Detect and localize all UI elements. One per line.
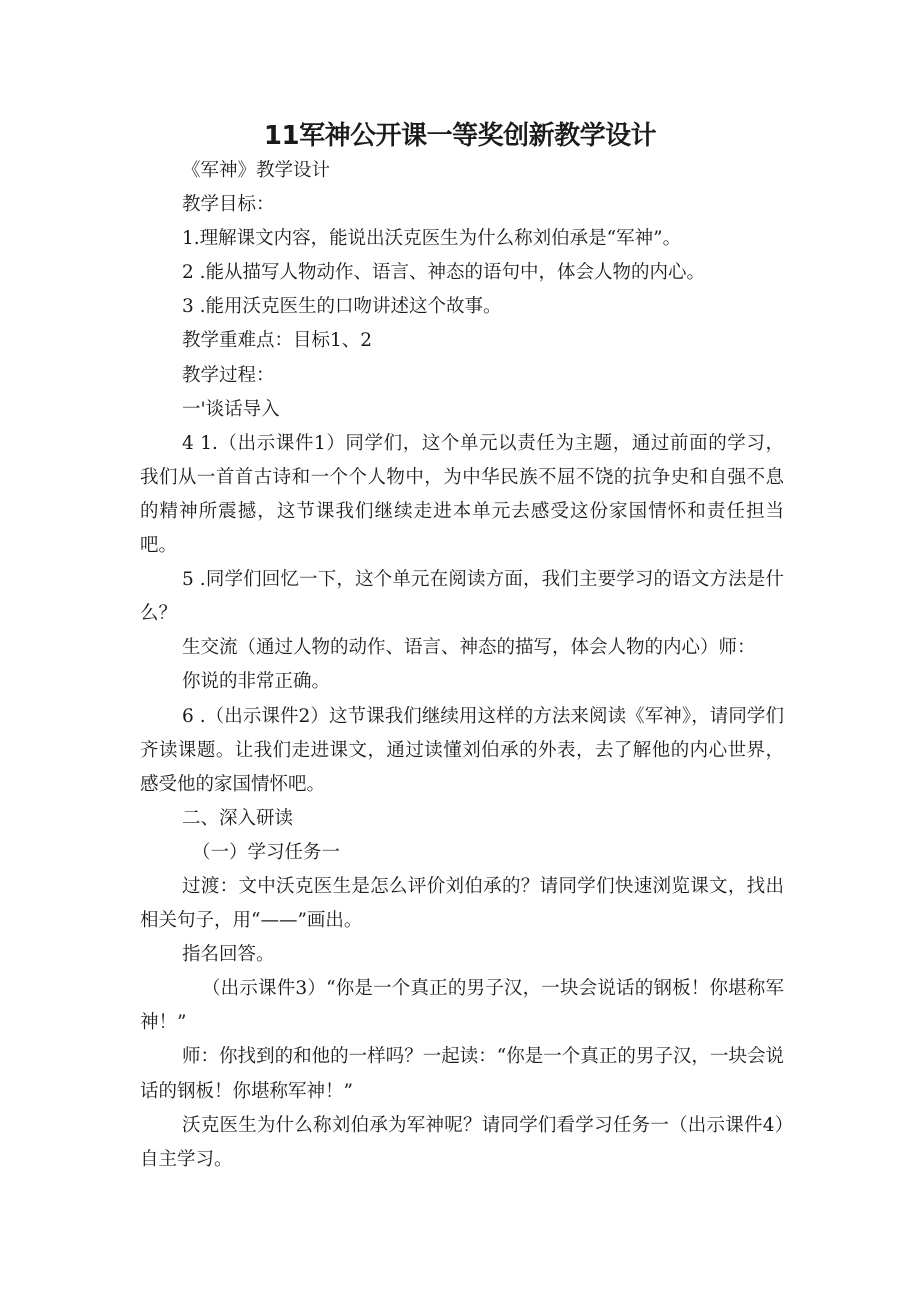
paragraph: 沃克医生为什么称刘伯承为军神呢？请同学们看学习任务一（出示课件4）自主学习。 [140, 1114, 784, 1170]
paragraph: 3 .能用沃克医生的口吻讲述这个故事。 [182, 296, 502, 318]
paragraph: 过渡：文中沃克医生是怎么评价刘伯承的？请同学们快速浏览课文，找出相关句子，用“——”画出。 [140, 875, 784, 932]
document-body [140, 154, 784, 1177]
paragraph: 教学目标： [182, 194, 275, 216]
paragraph: 4 1.（出示课件1）同学们，这个单元以责任为主题，通过前面的学习，我们从一首首古诗和一个个人物中，为中华民族不屈不饶的抗争史和自强不息的精神所震撼，这节课我们继续走进本单元去感受这份家国情怀和责任担当吧。 [140, 432, 784, 557]
paragraph: 你说的非常正确。 [182, 671, 331, 693]
paragraph: 教学重难点：目标1、2 [182, 330, 373, 352]
paragraph: 教学过程： [182, 364, 275, 386]
paragraph: 2 .能从描写人物动作、语言、神态的语句中，体会人物的内心。 [182, 262, 706, 284]
paragraph: 6 .（出示课件2）这节课我们继续用这样的方法来阅读《军神》，请同学们齐读课题。让我们走进课文，通过读懂刘伯承的外表，去了解他的内心世界，感受他的家国情怀吧。 [140, 705, 784, 795]
paragraph: 1.理解课文内容，能说出沃克医生为什么称刘伯承是“军神”。 [182, 228, 682, 250]
paragraph: （出示课件3）“你是一个真正的男子汉，一块会说话的钢板！你堪称军神！” [140, 978, 784, 1034]
paragraph: 生交流（通过人物的动作、语言、神态的描写，体会人物的内心）师： [182, 637, 756, 659]
section-heading: 二、深入研读 [182, 807, 294, 829]
document-title: 11军神公开课一等奖创新教学设计 [263, 121, 657, 151]
paragraph: 师：你找到的和他的一样吗？一起读：“你是一个真正的男子汉，一块会说话的钢板！你堪称军神！” [140, 1046, 784, 1102]
section-heading: 一'谈话导入 [182, 398, 280, 420]
paragraph: 指名回答。 [182, 944, 275, 966]
subsection-heading: （一）学习任务一 [192, 841, 341, 863]
paragraph: 《军神》教学设计 [182, 160, 331, 181]
paragraph: 5 .同学们回忆一下，这个单元在阅读方面，我们主要学习的语文方法是什么？ [140, 569, 784, 625]
